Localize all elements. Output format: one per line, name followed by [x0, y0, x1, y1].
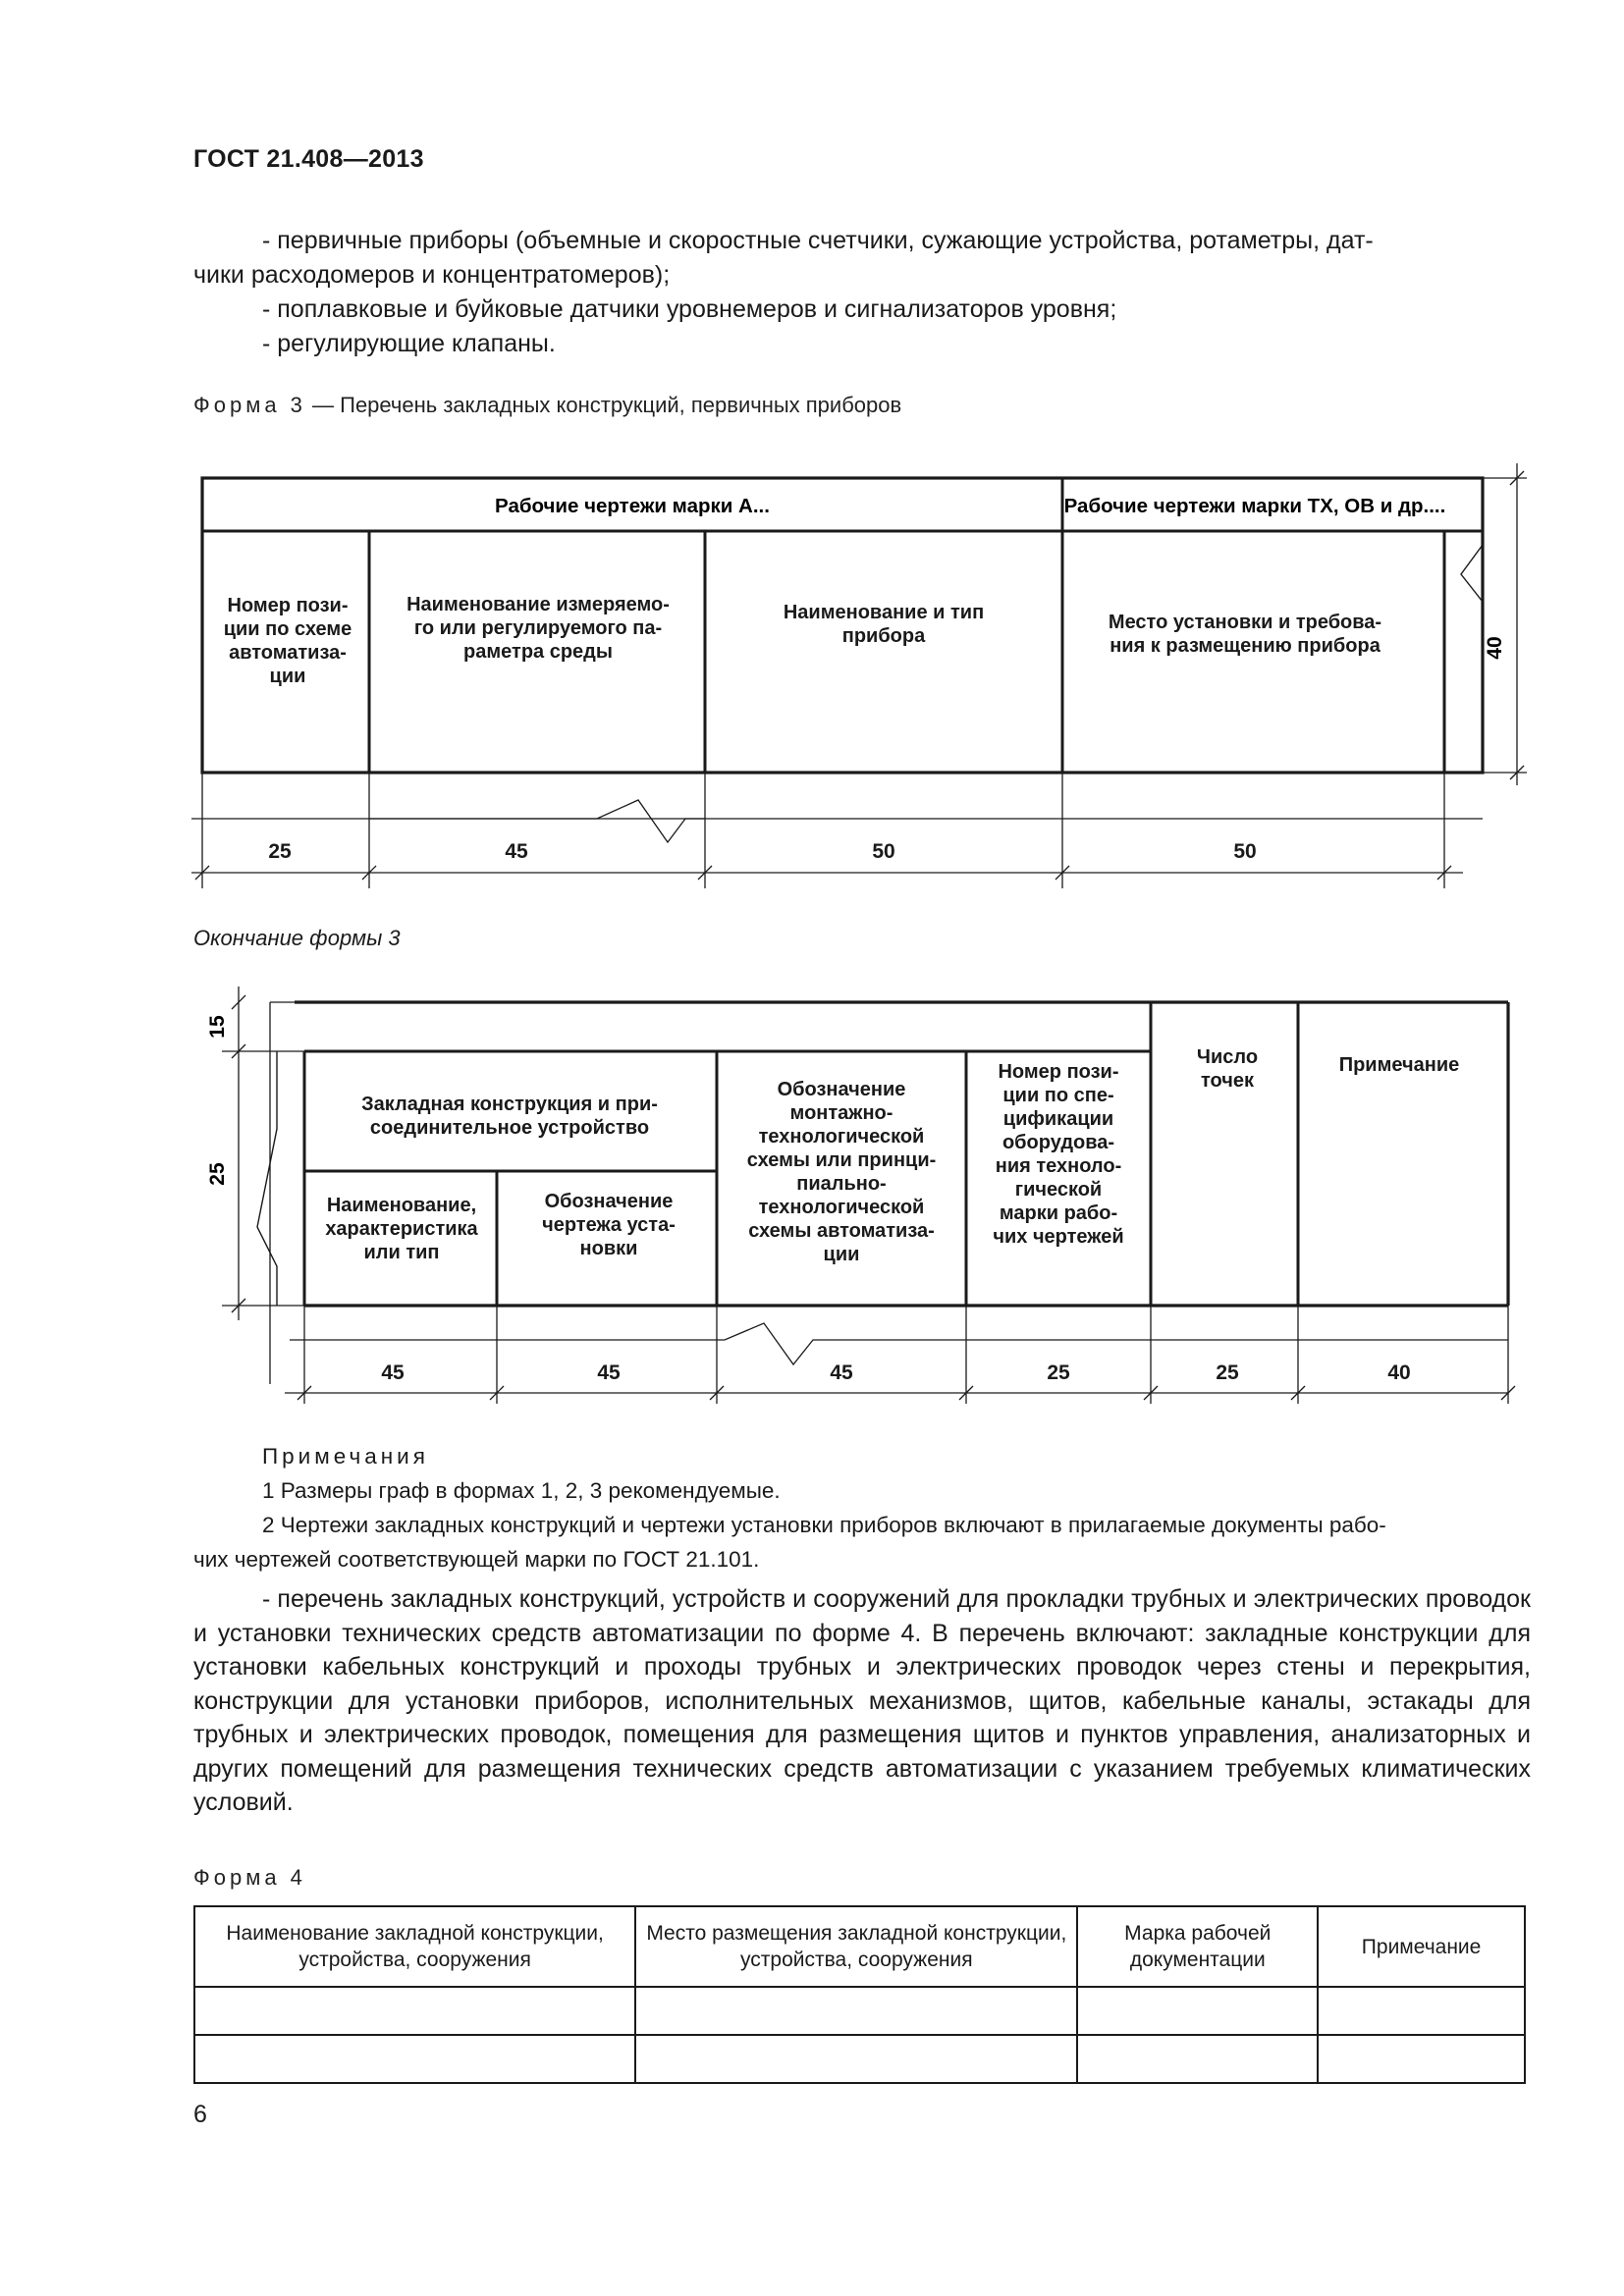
form3-col2-line: го или регулируемого па- — [413, 617, 663, 639]
form3end-width-label: 45 — [830, 1362, 853, 1384]
form3-col1-line: Номер пози- — [227, 595, 349, 616]
note-2-line-2: чих чертежей соответствующей марки по ГОСТ 21.101. — [193, 1547, 760, 1572]
form3end-col3-line: технологической — [758, 1197, 925, 1218]
form4-cell — [635, 2035, 1077, 2083]
form3end-sub2-line: чертежа уста- — [542, 1214, 676, 1236]
form3end-col4-line: чих чертежей — [993, 1226, 1124, 1248]
form3-width-label: 50 — [1233, 840, 1257, 863]
form4-cell — [1077, 1987, 1318, 2035]
form4-cell — [194, 1987, 635, 2035]
form4-cell — [194, 2035, 635, 2083]
form3-col4-line: Место установки и требова- — [1108, 612, 1382, 633]
form3end-col4-line: оборудова- — [1001, 1132, 1115, 1153]
form3-width-label: 25 — [268, 840, 292, 863]
form4-header-cell: Примечание — [1318, 1906, 1525, 1987]
form3-col2-line: раметра среды — [463, 641, 613, 663]
form3-height-dimension — [1483, 463, 1527, 785]
form3end-col5-line: точек — [1201, 1070, 1254, 1092]
form3end-col3-line: Обозначение — [777, 1079, 906, 1100]
form4-cell — [1318, 1987, 1525, 2035]
form4-header-row — [194, 1906, 1525, 1987]
bullet-line: - поплавковые и буйковые датчики уровнемеров и сигнализаторов уровня; — [262, 295, 1117, 323]
note-1: 1 Размеры граф в формах 1, 2, 3 рекомендуемые. — [262, 1478, 781, 1503]
form3-col3-line: Наименование и тип — [783, 602, 985, 623]
form3end-col4-line: цификации — [1002, 1108, 1114, 1130]
form3end-sub1-line: или тип — [363, 1242, 440, 1263]
form3-end-dim-top: 15 — [206, 1015, 229, 1039]
document-header: ГОСТ 21.408—2013 — [193, 145, 424, 173]
notes-block — [193, 1439, 1531, 1576]
form3-width-dimension — [191, 773, 1483, 888]
notes-title: Примечания — [262, 1444, 429, 1468]
bullet-line: чики расходомеров и концентратомеров); — [193, 261, 671, 289]
form3end-col3-line: технологической — [758, 1126, 925, 1148]
form4-cell — [1077, 2035, 1318, 2083]
form3end-col4-line: гической — [1014, 1179, 1103, 1201]
form3-end-caption: Окончание формы 3 — [193, 926, 401, 950]
form3end-width-label: 40 — [1387, 1362, 1411, 1384]
form4-header-cell: Место размещения закладной конструкции, устройства, сооружения — [635, 1906, 1077, 1987]
form3end-sub1-line: характеристика — [325, 1218, 478, 1240]
form3-col4-line: ния к размещению прибора — [1110, 635, 1380, 657]
form3end-width-label: 25 — [1047, 1362, 1070, 1384]
form3-col2-line: Наименование измеряемо- — [406, 594, 670, 615]
form3end-sub2-line: новки — [579, 1238, 638, 1259]
form3-break-right — [1461, 531, 1483, 773]
form4-row — [194, 2035, 1525, 2083]
form3-group-a: Рабочие чертежи марки А... — [495, 495, 770, 517]
form3-caption-text: — Перечень закладных конструкций, первичных приборов — [305, 393, 902, 417]
form3-col1-line: автоматиза- — [229, 642, 347, 664]
bullet-line: - первичные приборы (объемные и скоростные счетчики, сужающие устройства, ротаметры, дат- — [262, 227, 1374, 254]
form3end-col3-line: ции — [823, 1244, 860, 1265]
bullet-line: - регулирующие клапаны. — [262, 330, 556, 357]
form3end-col5-line: Число — [1196, 1046, 1259, 1068]
page-number: 6 — [193, 2101, 207, 2128]
form4-row — [194, 1987, 1525, 2035]
form3end-col6: Примечание — [1338, 1054, 1460, 1076]
form3end-break-left — [257, 1051, 277, 1306]
form3end-col4-line: ции по спе- — [1002, 1085, 1114, 1106]
form3end-group-line: Закладная конструкция и при- — [361, 1094, 658, 1115]
form3end-width-label: 25 — [1216, 1362, 1239, 1384]
form4-table — [193, 1905, 1526, 2084]
form3end-sub2-line: Обозначение — [544, 1191, 674, 1212]
form3-col1-line: ции по схеме — [223, 618, 352, 640]
form3end-col3-line: пиально- — [796, 1173, 887, 1195]
form3end-width-label: 45 — [381, 1362, 405, 1384]
form3-end-height-dimension — [222, 987, 304, 1384]
form3end-col4-line: марки рабо- — [999, 1202, 1118, 1224]
form3-col1-line: ции — [269, 666, 306, 687]
note-2-line-1: 2 Чертежи закладных конструкций и чертежи установки приборов включают в прилагаемые документы рабо- — [262, 1513, 1386, 1537]
form3end-sub1-line: Наименование, — [326, 1195, 477, 1216]
form4-cell — [635, 1987, 1077, 2035]
form3-width-label: 45 — [505, 840, 528, 863]
form3-width-label: 50 — [872, 840, 895, 863]
form3end-width-label: 45 — [597, 1362, 621, 1384]
form4-caption: Форма 4 — [193, 1865, 306, 1890]
form3-group-tx: Рабочие чертежи марки ТХ, ОВ и др.... — [1063, 495, 1446, 517]
form3end-col3-line: схемы автоматиза- — [748, 1220, 935, 1242]
form3-col3-line: прибора — [841, 625, 926, 647]
form3-caption-label: Форма 3 — [193, 393, 306, 417]
form3end-col3-line: монтажно- — [789, 1102, 893, 1124]
form3end-col3-line: схемы или принци- — [746, 1149, 937, 1171]
form4-cell — [1318, 2035, 1525, 2083]
form3end-col4-line: Номер пози- — [998, 1061, 1119, 1083]
form3end-group-line: соединительное устройство — [369, 1117, 650, 1139]
form4-header-cell: Марка рабочей документации — [1077, 1906, 1318, 1987]
form3-end-dim-main: 25 — [206, 1162, 229, 1186]
form3end-col4-line: ния техноло- — [995, 1155, 1122, 1177]
form3-end-width-dimension — [285, 1306, 1515, 1404]
main-paragraph: - перечень закладных конструкций, устройств и сооружений для прокладки трубных и электрических проводок и установки технических средств автоматизации по форме 4. В перечень включают: закладные конструкции для установки кабельных конструкций и проходы трубных и электрических проводок через стены и перекрытия, конструкции для установки приборов, исполнительных механизмов, щитов, кабельные каналы, эстакады для трубных и электрических проводок, помещения для размещения щитов и пунктов управления, анализаторных и других помещений для размещения технических средств автоматизации с указанием требуемых климатических условий. — [193, 1585, 1531, 1816]
form4-header-cell: Наименование закладной конструкции, устройства, сооружения — [194, 1906, 635, 1987]
form3-height-label: 40 — [1484, 636, 1506, 660]
